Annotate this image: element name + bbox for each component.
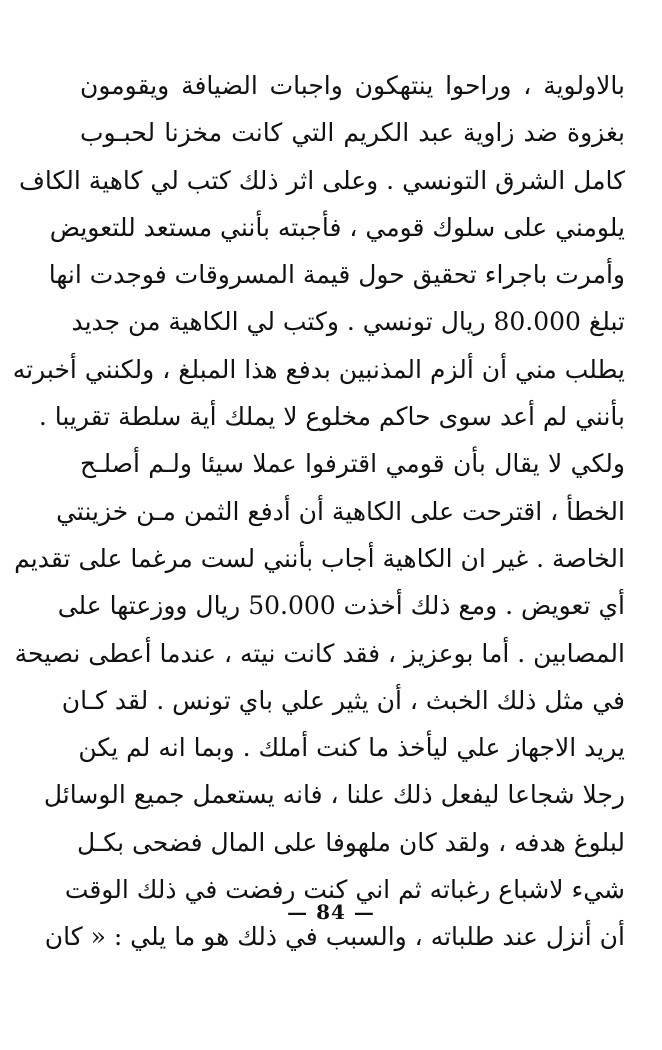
text-line: تبلغ 80.000 ريال تونسي . وكتب لي الكاهية من جديد	[71, 307, 625, 337]
text-line: في مثل ذلك الخبث ، أن يثير علي باي تونس . لقد كـان	[61, 685, 625, 715]
text-line: لبلوغ هدفه ، ولقد كان ملهوفا على المال فضحى بكـل	[77, 827, 625, 857]
text-line: أي تعويض . ومع ذلك أخذت 50.000 ريال ووزعتها على	[57, 591, 625, 621]
text-line: بغزوة ضد زاوية عبد الكريم التي كانت مخزنا لحبـوب	[80, 118, 625, 148]
text-line: وأمرت باجراء تحقيق حول قيمة المسروقات فوجدت انها	[48, 260, 625, 290]
text-line: رجلا شجاعا ليفعل ذلك علنا ، فانه يستعمل جميع الوسائل	[43, 780, 625, 810]
text-line: يطلب مني أن ألزم المذنبين بدفع هذا المبلغ ، ولكنني أخبرته	[12, 354, 625, 384]
text-line: كامل الشرق التونسي . وعلى اثر ذلك كتب لي كاهية الكاف	[18, 165, 625, 195]
text-line: الخاصة . غير ان الكاهية أجاب بأنني لست مرغما على تقديم	[14, 543, 625, 573]
text-line: يريد الاجهاز علي ليأخذ ما كنت أملك . وبما انه لم يكن	[78, 733, 625, 763]
page-number: — 84 —	[287, 900, 375, 924]
text-line: بأنني لم أعد سوى حاكم مخلوع لا يملك أية سلطة تقريبا .	[38, 402, 625, 432]
text-line: أن أنزل عند طلباته ، والسبب في ذلك هو ما يلي : « كان	[44, 922, 625, 952]
text-line: المصابين . أما بوعزيز ، فقد كانت نيته ، عندما أعطى نصيحة	[14, 638, 625, 668]
text-line: يلومني على سلوك قومي ، فأجبته بأنني مستعد للتعويض	[49, 212, 625, 242]
text-line: ولكي لا يقال بأن قومي اقترفوا عملا سيئا ولـم أصلـح	[80, 449, 625, 479]
text-line: الخطأ ، اقترحت على الكاهية أن أدفع الثمن مـن خزينتي	[56, 496, 625, 526]
body-text	[12, 62, 625, 961]
text-line: بالاولوية ، وراحوا ينتهكون واجبات الضيافة ويقومون	[80, 71, 625, 100]
text-line: شيء لاشباع رغباته ثم اني كنت رفضت في ذلك الوقت	[64, 875, 625, 905]
